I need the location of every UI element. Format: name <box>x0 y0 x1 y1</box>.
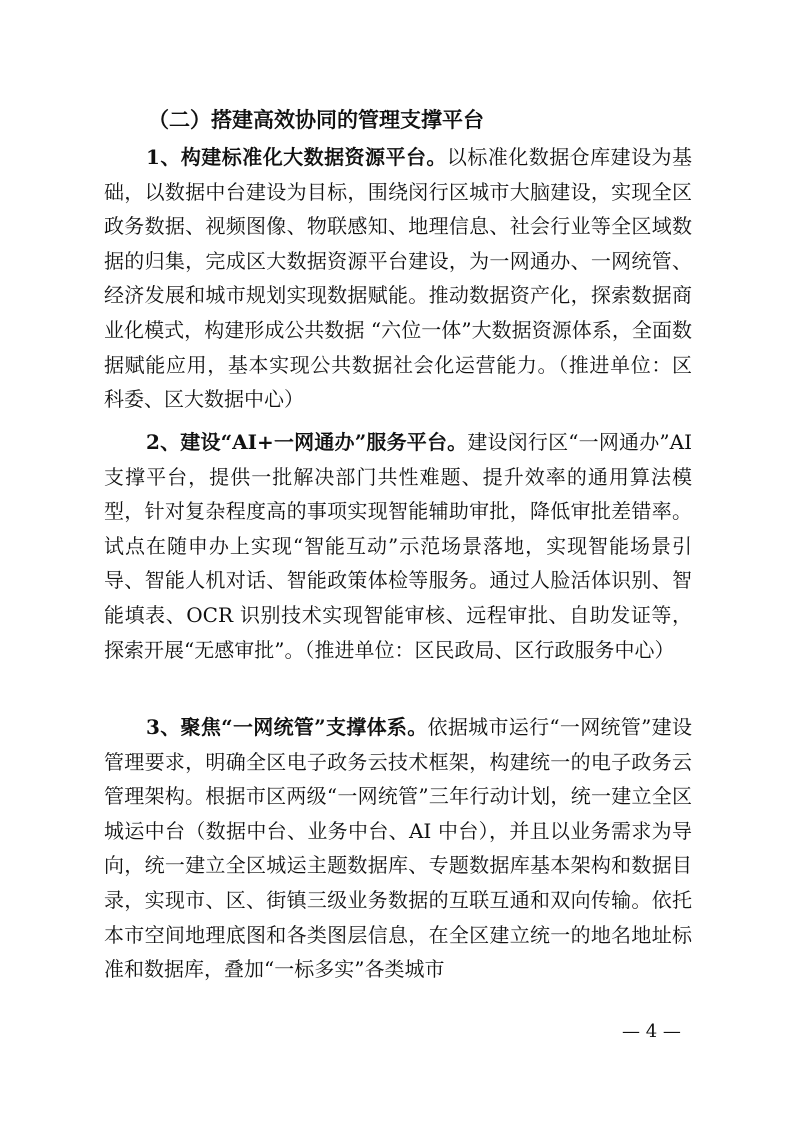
paragraph-unified-management <box>104 710 692 987</box>
section-heading: （二）搭建高效协同的管理支撑平台 <box>148 107 484 132</box>
paragraph-lead: 3、聚焦“一网统管”支撑体系。 <box>146 715 428 739</box>
paragraph-lead: 2、建设“AI+一网通办”服务平台。 <box>146 430 468 454</box>
page-number: — 4 — <box>622 1021 681 1042</box>
paragraph-body: 依据城市运行“一网统管”建设管理要求，明确全区电子政务云技术框架，构建统一的电子政务云管理架构。根据市区两级“一网统管”三年行动计划，统一建立全区城运中台（数据中台、业务中台、AI 中台），并且以业务需求为导向，统一建立全区城运主题数据库、专题数据库基本架构和数据目录，实现市、区、街镇三级业务数据的互联互通和双向传输。依托本市空间地理底图和各类图层信息，在全区建立统一的地名地址标准和数据库，叠加“一标多实”各类城市 <box>104 715 692 982</box>
paragraph-ai-service-platform <box>104 425 692 667</box>
paragraph-big-data-platform <box>104 140 692 417</box>
paragraph-body: 建设闵行区“一网通办”AI 支撑平台，提供一批解决部门共性难题、提升效率的通用算法模型，针对复杂程度高的事项实现智能辅助审批，降低审批差错率。试点在随申办上实现“智能互动”示范场景落地，实现智能场景引导、智能人机对话、智能政策体检等服务。通过人脸活体识别、智能填表、OCR 识别技术实现智能审核、远程审批、自助发证等，探索开展“无感审批”。（推进单位：区民政局、区行政服务中心） <box>104 430 692 662</box>
paragraph-body: 以标准化数据仓库建设为基础，以数据中台建设为目标，围绕闵行区城市大脑建设，实现全区政务数据、视频图像、物联感知、地理信息、社会行业等全区域数据的归集，完成区大数据资源平台建设，为一网通办、一网统管、经济发展和城市规划实现数据赋能。推动数据资产化，探索数据商业化模式，构建形成公共数据 “六位一体”大数据资源体系，全面数据赋能应用，基本实现公共数据社会化运营能力。（推进单位：区科委、区大数据中心） <box>104 145 693 412</box>
paragraph-lead: 1、构建标准化大数据资源平台。 <box>146 145 447 169</box>
